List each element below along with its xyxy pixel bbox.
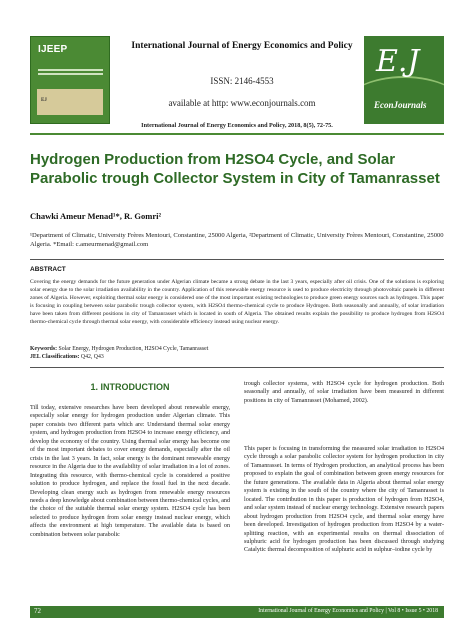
journal-header <box>30 36 444 128</box>
authors: Chawki Ameur Menad¹*, R. Gomri² <box>30 211 162 221</box>
keywords: Solar Energy, Hydrogen Production, H2SO4 Cycle, Tamanrasset <box>57 346 209 352</box>
econjournals-logo-mark: E.J <box>376 44 420 79</box>
logo-line <box>38 73 103 75</box>
abstract-text: Covering the energy demands for the future generation under Algerian climate became a strong debate in the last 3 years, especially after oil crisis. One of the solutions is exploring solar energy due to the solar irradiation availability in the country. Application of this renewable energy resource is used to produce electricity through photovoltaic panels in different zones of Algeria. However, exploiting thermal solar energy is considered one of the most important existing technologies to produce green energy sources such as hydrogen. This paper is focusing in coupling between solar parabolic trough collector system, with H2SO4 thermo-chemical cycle to produce Hydrogen. Both seasonally and annually, of solar irradiation have been taken from different positions in city of Tamanrasset which is located in south of Algeria. The obtained results explain the possibility to produce hydrogen from H2SO4 thermo-chemical cycle through thermal solar energy, with considerable efficiency instead using nuclear energy. <box>30 279 444 325</box>
abstract-rule-bottom <box>30 367 444 368</box>
logo-cover <box>37 89 103 115</box>
body-column-left: Till today, extensive researches have been developed about renewable energy, especially solar energy for hydrogen production under Algerian climate. This paper consists two different parts which are: Understand thermal solar energy system, and hydrogen production from H2SO4 to increase energy efficiency, and develop the economy of the country. Using thermal solar energy has become one of the most important debates to cover energy demands, especially after the oil crisis in the last 3 years. In fact, solar energy is the dominant renewable energy resource in the Algeria due to the availability of solar irradiation in a lot of zones. Integrating this resource, with thermo-chemical cycle is considered a positive solution to produce hydrogen, and replace the fossil fuel in the next decade. Developing clean energy such as hydrogen from renewable energy resources needs a deep knowledge about combination between thermo-chemical cycles, and the choice of the suitable thermal solar energy system. H2SO4 cycle has been selected to produce hydrogen from solar energy instead nuclear energy, which affects the environment at high temperature. The available data is based on combination between solar parabolic <box>30 405 230 538</box>
citation: International Journal of Energy Economics and Policy, 2018, 8(5), 72-75. <box>141 122 333 129</box>
jel-label: JEL Classifications: <box>30 354 80 360</box>
paper-title: Hydrogen Production from H2SO4 Cycle, and Solar Parabolic trough Collector System in City of Tamanrasset <box>30 151 440 187</box>
footer-text: International Journal of Energy Economics and Policy | Vol 8 • Issue 5 • 2018 <box>258 608 438 614</box>
journal-name: International Journal of Energy Economics and Policy <box>131 41 353 51</box>
econjournals-logo-text: EconJournals <box>374 100 427 110</box>
ijeep-logo <box>30 36 110 124</box>
availability-link[interactable]: available at http: www.econjournals.com <box>168 98 316 108</box>
abstract-heading: ABSTRACT <box>30 266 66 273</box>
ijeep-logo-title: IJEEP <box>38 44 68 55</box>
header-rule <box>30 133 444 135</box>
keywords-block <box>30 345 208 361</box>
econjournals-logo <box>364 36 444 124</box>
jel-codes: Q42, Q43 <box>79 354 104 360</box>
keywords-label: Keywords: <box>30 346 58 352</box>
page-number: 72 <box>34 607 41 615</box>
logo-cover-label: EJ <box>41 98 47 103</box>
abstract-rule-top <box>30 259 444 260</box>
logo-line <box>38 69 103 71</box>
body-column-right-para-1: trough collector systems, with H2SO4 cycle for hydrogen production. Both seasonally and annually, of solar irradiation have been measured in different positions in city of Tamanrasset (Mohamed, 2002). <box>244 381 444 404</box>
issn: ISSN: 2146-4553 <box>210 76 274 86</box>
body-column-right-para-2: This paper is focusing in transforming the measured solar irradiation to H2SO4 cycle through a solar parabolic collector system for hydrogen production in city of Tamanrasset. In terms of Hydrogen production, an analytical process has been proposed to explain the goal of combination between green energy resources for the future generations. The available data in Algeria about thermal solar energy system is existing in the south of the country where the city of Tamanrasset is located. The contribution in this paper is production of hydrogen from H2SO4, and solar system instead of nuclear energy technology. Extensive research papers about hydrogen production from H2SO4 cycle, and thermal solar energy have been developed. Investigation of hydrogen production from H2SO4 by a water-splitting reaction, with an experimental results on thermal dissociation of sulphuric acid for hydrogen production has been discussed through studying Catalytic thermal decomposition of sulphuric acid in sulphur–iodine cycle by <box>244 446 444 554</box>
page-footer <box>30 606 444 618</box>
section-heading-introduction: 1. INTRODUCTION <box>90 382 170 392</box>
affiliations: ¹Department of Climatic, University Frères Mentouri, Constantine, 25000 Algeria, ²Department of Climatic, University Frères Mentouri, Constantine, 25000 Algeria. *Email: c.ameurmenad@gmail.com <box>30 232 444 248</box>
